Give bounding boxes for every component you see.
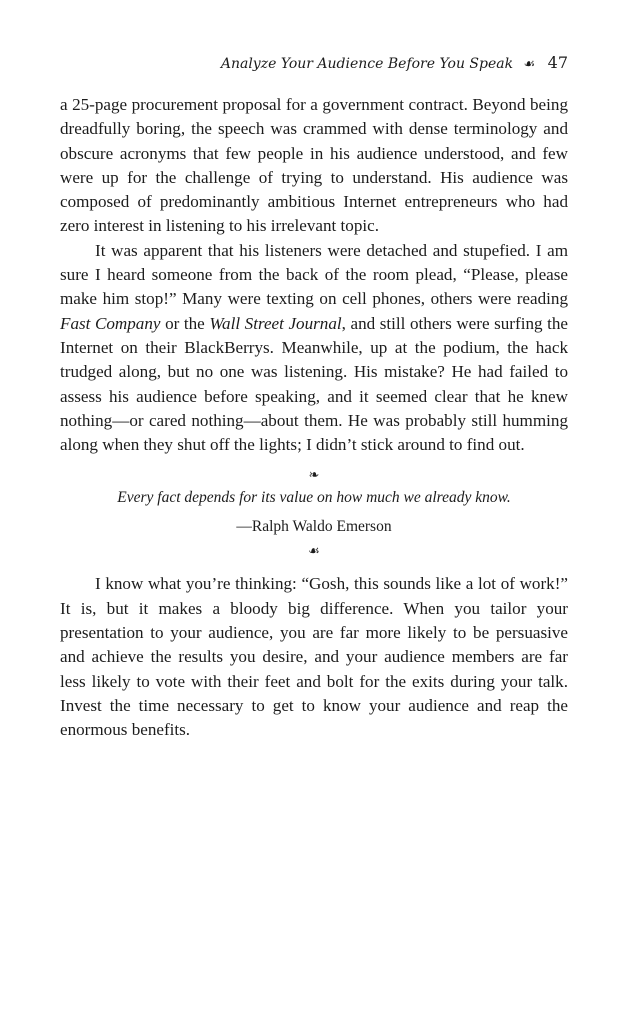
epigraph-attribution: —Ralph Waldo Emerson (236, 518, 392, 536)
paragraph-continuation: a 25-page procurement proposal for a government contract. Beyond being dreadfully boring, the speech was crammed with dense terminology and obscure acronyms that few people in his audience understood, and few were up for the challenge of trying to understand. His audience was composed of predominantly ambitious Internet entrepreneurs who had zero interest in listening to his irrelevant topic. (60, 95, 568, 236)
paragraph-listeners (60, 239, 568, 458)
running-head (221, 53, 568, 75)
paragraph-text: , and still others were surfing the Internet on their BlackBerrys. Meanwhile, up at the podium, the hack trudged along, but no one was listening. His mistake? He had failed to assess his audience before speaking, and it seemed clear that he knew nothing—or cared nothing—about them. He was probably still humming along when they shut off the lights; I didn’t stick around to find out. (60, 313, 568, 455)
publication-title: Wall Street Journal (209, 313, 342, 333)
body-text (60, 93, 568, 743)
section-break-ornament-icon: ❧ (308, 467, 320, 483)
paragraph-text: It was apparent that his listeners were detached and stupefied. I am sure I heard someone from the back of the room plead, “Please, please make him stop!” Many were texting on cell phones, others were reading (60, 240, 568, 309)
section-end-ornament-icon: ☙ (308, 543, 320, 559)
fleuron-ornament-icon: ☙ (523, 57, 536, 72)
page-number: 47 (547, 53, 568, 72)
paragraph-tailor: I know what you’re thinking: “Gosh, this sounds like a lot of work!” It is, but it makes a bloody big difference. When you tailor your presentation to your audience, you are far more likely to be persuasive and achieve the results you desire, and your audience members are far less likely to vote with their feet and bolt for the exits during your talk. Invest the time necessary to get to know your audience and reap the enormous benefits. (60, 574, 568, 740)
book-page (60, 0, 568, 1024)
running-title: Analyze Your Audience Before You Speak (220, 56, 514, 72)
paragraph-text: or the (160, 313, 210, 333)
publication-title: Fast Company (60, 313, 161, 333)
epigraph-quote: Every fact depends for its value on how much we already know. (117, 489, 511, 507)
